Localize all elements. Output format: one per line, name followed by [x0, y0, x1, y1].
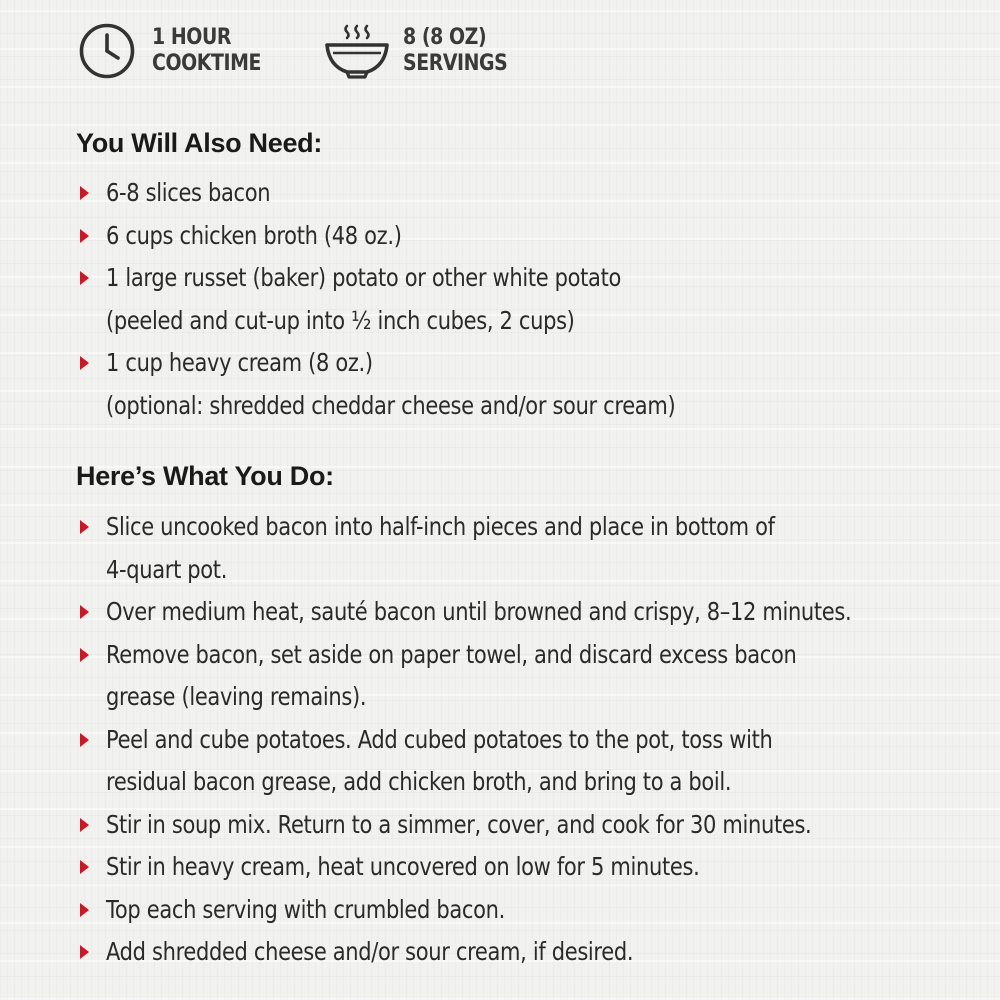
- bullet-arrow-icon: [80, 605, 89, 619]
- soup-bowl-icon: [323, 22, 391, 80]
- bullet-arrow-icon: [80, 818, 89, 832]
- bullet-arrow-icon: [80, 733, 89, 747]
- instruction-step-text: Remove bacon, set aside on paper towel, and discard excess bacon: [106, 639, 797, 669]
- instruction-step: [78, 846, 958, 889]
- instructions-list: [78, 506, 958, 974]
- instruction-step-text: Slice uncooked bacon into half-inch pieces and place in bottom of: [106, 512, 775, 541]
- bullet-arrow-icon: [80, 648, 89, 662]
- bullet-arrow-icon: [80, 186, 89, 200]
- instruction-step-text: 4-quart pot.: [106, 554, 228, 584]
- ingredient-item-text: 1 large russet (baker) potato or other white potato: [106, 263, 622, 292]
- ingredient-item: [78, 257, 958, 342]
- bullet-arrow-icon: [80, 229, 89, 243]
- ingredient-item-text: 6 cups chicken broth (48 oz.): [106, 220, 402, 250]
- servings-value: 8 (8 OZ): [402, 25, 486, 50]
- servings-stat: [323, 22, 524, 80]
- bullet-arrow-icon: [80, 520, 89, 534]
- instruction-step-text: Stir in heavy cream, heat uncovered on low for 5 minutes.: [106, 852, 700, 881]
- ingredient-item: [78, 342, 958, 427]
- ingredients-list: [78, 172, 958, 427]
- instruction-step: [78, 804, 958, 847]
- ingredient-item-text: 1 cup heavy cream (8 oz.): [106, 348, 373, 377]
- instruction-step: [78, 719, 958, 804]
- instruction-step-text: Top each serving with crumbled bacon.: [106, 894, 505, 924]
- instruction-step: [78, 889, 958, 932]
- bullet-arrow-icon: [80, 945, 89, 959]
- ingredient-item-text: (optional: shredded cheddar cheese and/or sour cream): [106, 390, 676, 420]
- instruction-step: [78, 506, 958, 591]
- ingredient-item: [78, 172, 958, 215]
- recipe-stats: [78, 22, 524, 80]
- bullet-arrow-icon: [80, 356, 89, 370]
- ingredient-item-text: (peeled and cut-up into ½ inch cubes, 2 cups): [106, 305, 575, 335]
- instructions-heading: Here’s What You Do:: [76, 461, 334, 491]
- bullet-arrow-icon: [80, 271, 89, 285]
- bullet-arrow-icon: [80, 903, 89, 917]
- cook-time-value: 1 HOUR: [152, 25, 232, 50]
- ingredient-item: [78, 215, 958, 258]
- cook-time-stat: [78, 22, 279, 80]
- cook-time-label: COOKTIME: [152, 51, 261, 76]
- instruction-step-text: Peel and cube potatoes. Add cubed potatoes to the pot, toss with: [106, 724, 773, 754]
- ingredients-heading: You Will Also Need:: [76, 128, 323, 158]
- instruction-step-text: Add shredded cheese and/or sour cream, if desired.: [106, 937, 634, 966]
- clock-icon: [78, 22, 136, 80]
- instruction-step: [78, 634, 958, 719]
- instruction-step-text: Over medium heat, sauté bacon until browned and crispy, 8–12 minutes.: [106, 597, 852, 626]
- instruction-step-text: residual bacon grease, add chicken broth, and bring to a boil.: [106, 767, 732, 796]
- bullet-arrow-icon: [80, 860, 89, 874]
- instruction-step: [78, 931, 958, 974]
- servings-label: SERVINGS: [402, 51, 508, 76]
- instruction-step: [78, 591, 958, 634]
- instruction-step-text: Stir in soup mix. Return to a simmer, cover, and cook for 30 minutes.: [106, 809, 812, 839]
- instruction-step-text: grease (leaving remains).: [106, 682, 367, 711]
- ingredient-item-text: 6-8 slices bacon: [106, 178, 271, 207]
